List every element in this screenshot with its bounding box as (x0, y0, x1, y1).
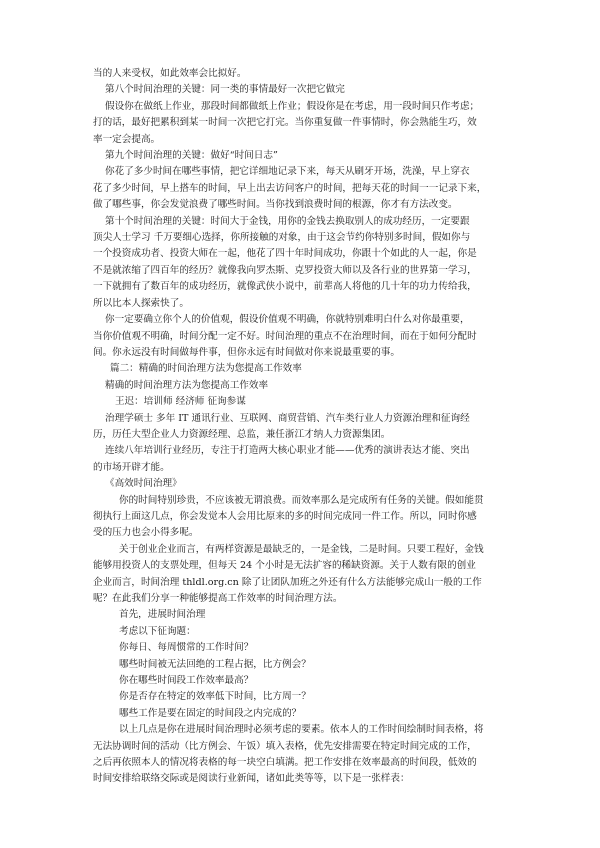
text-line: 《高效时间治理》 (105, 478, 182, 490)
text-line: 关于创业企业而言，有两样资源是最缺乏的，一是金钱，二是时间。只要工程好，金钱 (119, 543, 484, 555)
text-line: 连续八年培训行业经历，专注于打造两大核心职业才能——优秀的演讲表达才能、突出 (105, 445, 470, 457)
text-line: 历，历任大型企业人力资源经理、总监，兼任浙江才纳人力资源集团。 (93, 428, 391, 440)
text-line: 王迟：培训师 经济师 征询参谋 (115, 396, 246, 408)
text-line: 你的时间特别珍贵，不应该被无谓浪费。而效率那么是完成所有任务的关键。假如能贯 (119, 494, 484, 506)
text-line: 篇二：精确的时间治理方法为您提高工作效率 (110, 363, 302, 375)
text-line: 企业而言，时间治理 thldl.org.cn 除了让团队加班之外还有什么方法能够完成山一般的工作 (93, 576, 482, 588)
text-line: 间。你永远没有时间做每件事，但你永远有时间做对你来说最重要的事。 (93, 346, 400, 358)
text-line: 顶尖人士学习 千万要细心选择，你所接触的对象，由于这会节约你特别多时间，假如你与 (93, 232, 471, 244)
text-line: 能够用投资人的支票处理，但每天 24 个小时是无法扩容的稀缺资源。关于人数有限的创业 (93, 560, 476, 572)
text-line: 考虑以下征询题： (119, 625, 196, 637)
text-line: 受的压力也会小得多呢。 (93, 527, 199, 539)
text-line: 时间安排给联络交际或是阅读行业新闻，诸如此类等等，以下是一张样表： (93, 773, 410, 785)
text-line: 哪些工作是要在固定的时间段之内完成的？ (119, 707, 302, 719)
text-line: 第九个时间治理的关键：做好“时间日志” (105, 150, 278, 162)
text-line: 精确的时间治理方法为您提高工作效率 (105, 379, 269, 391)
text-line: 所以比本人探索快了。 (93, 297, 189, 309)
text-line: 你一定要确立你个人的价值观，假设价值观不明确，你就特别难明白什么对你最重要， (105, 314, 470, 326)
text-line: 第十个时间治理的关键：时间大于金钱，用你的金钱去换取别人的成功经历，一定要跟 (105, 215, 470, 227)
text-line: 之后再依照本人的情况将表格的每一块空白填满。把工作安排在效率最高的时间段，低效的 (93, 757, 477, 769)
text-line: 彻执行上面这几点，你会发觉本人会用比原来的多的时间完成同一件工作。所以，同时你感 (93, 510, 477, 522)
text-line: 治理学硕士 多年 IT 通讯行业、互联网、商贸营销、汽车类行业人力资源治理和征询经 (105, 412, 470, 424)
text-line: 率一定会提高。 (93, 133, 161, 145)
text-line: 不是就浓缩了四百年的经历？就像我向罗杰斯、克罗投资大师以及各行业的世界第一学习， (93, 264, 477, 276)
text-line: 第八个时间治理的关键：同一类的事情最好一次把它做完 (105, 84, 345, 96)
text-line: 呢？在此我们分享一种能够提高工作效率的时间治理方法。 (93, 593, 343, 604)
text-line: 的市场开辟才能。 (93, 461, 170, 473)
text-line: 当你价值观不明确，时间分配一定不好。时间治理的重点不在治理时间，而在于如何分配时 (93, 330, 477, 342)
text-line: 首先，进展时间治理 (119, 609, 206, 621)
text-line: 你在哪些时间段工作效率最高？ (119, 675, 254, 687)
text-line: 花了多少时间，早上搭车的时间，早上出去访问客户的时间，把每天花的时间一一记录下来， (93, 182, 487, 194)
text-line: 以上几点是你在进展时间治理时必须考虑的要素。依本人的工作时间绘制时间表格，将 (119, 724, 484, 736)
text-line: 做了哪些事，你会发觉浪费了哪些时间。当你找到浪费时间的根源，你才有方法改变。 (93, 199, 458, 211)
text-line: 你花了多少时间在哪些事情，把它详细地记录下来，每天从刷牙开场，洗澡，早上穿衣 (105, 166, 470, 178)
text-line: 无法协调时间的活动（比方例会、午饭）填入表格，优先安排需要在特定时间完成的工作， (93, 740, 477, 752)
text-line: 假设你在做纸上作业，那段时间都做纸上作业；假设你是在考虑，用一段时间只作考虑； (105, 100, 480, 112)
text-line: 一个投资成功者、投资大师在一起，他花了四十年时间成功，你跟十个如此的人一起，你是 (93, 248, 477, 260)
text-line: 哪些时间被无法回绝的工程占据，比方例会？ (119, 658, 311, 670)
text-line: 当的人来受权，如此效率会比拟好。 (93, 68, 247, 79)
text-line: 你每日、每周惯常的工作时间？ (119, 642, 254, 654)
text-line: 打的话，最好把累积到某一时间一次把它打完。当你重复做一件事情时，你会熟能生巧，效 (93, 117, 477, 129)
text-line: 一下就拥有了数百年的成功经历，就像武侠小说中，前辈高人将他的几十年的功力传给我， (93, 281, 477, 293)
text-line: 你是否存在特定的效率低下时间，比方周一？ (119, 691, 311, 703)
